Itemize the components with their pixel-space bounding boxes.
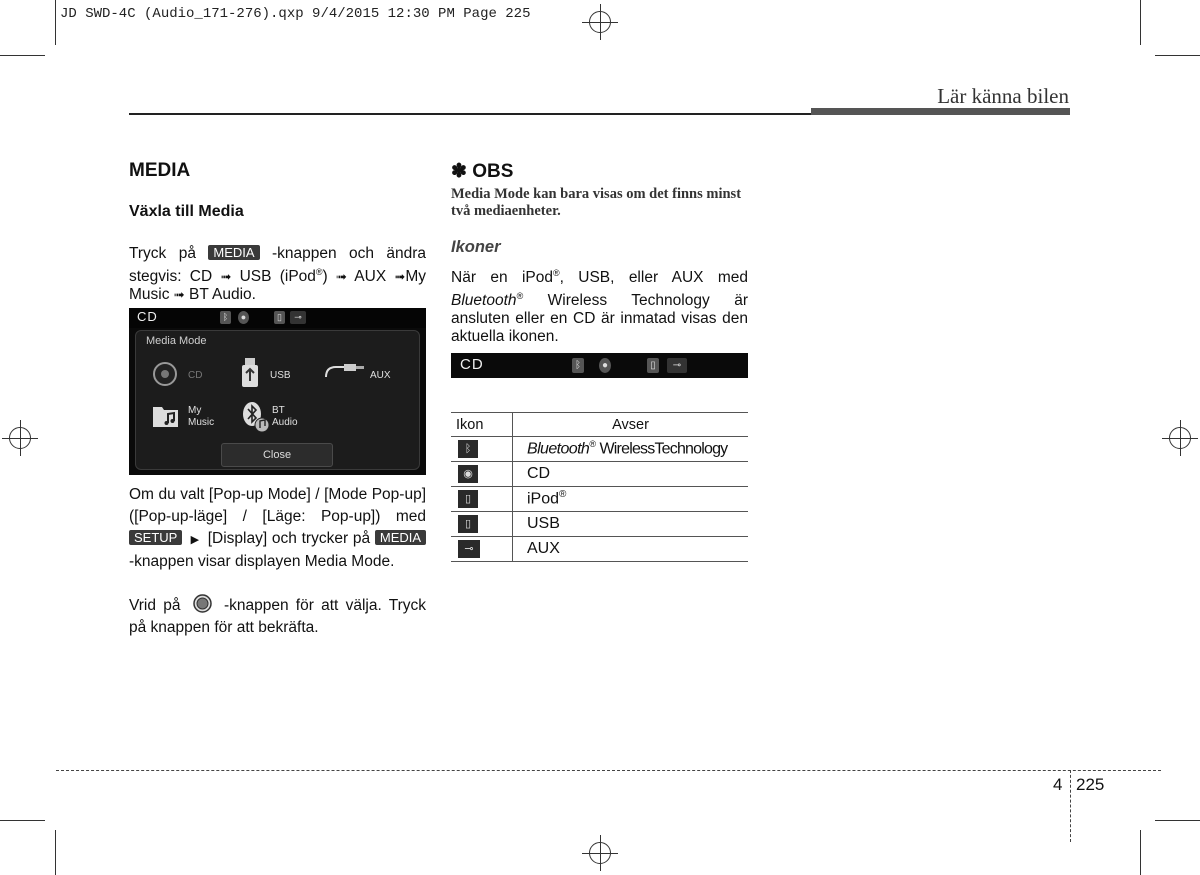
cd-icon: ● (238, 311, 249, 324)
folder-music-icon (152, 403, 180, 429)
media-option-aux: AUX (370, 370, 391, 381)
arrow-icon: ➟ (220, 269, 232, 285)
crop-mark (1140, 830, 1141, 875)
arrow-icon: ➟ (173, 287, 185, 303)
cd-icon: ● (599, 358, 611, 373)
media-mode-panel (135, 330, 420, 470)
status-strip-image (451, 353, 748, 378)
table-row: ▯ iPod® (451, 487, 748, 512)
media-button-icon: MEDIA (375, 530, 426, 545)
table-row: ⊸ AUX (451, 537, 748, 562)
play-arrow-icon: ▶ (187, 534, 203, 546)
header-bar (811, 108, 1070, 115)
page-number: 225 (1076, 775, 1105, 794)
aux-cable-icon (324, 363, 366, 381)
ipod-icon: ▯ (647, 358, 659, 373)
paragraph-turn-knob: Vrid på -knappen för att välja. Tryck på knappen för att bekräfta. (129, 594, 426, 639)
aux-icon: ⊸ (667, 358, 687, 373)
crop-mark (55, 830, 56, 875)
paragraph-icons: När en iPod®, USB, eller AUX med Bluetooth® Wireless Technology är ansluten eller en CD är inmatad visas den aktuella ikonen. (451, 268, 748, 346)
column-header: Avser (513, 413, 749, 437)
media-option-bt-audio: BT Audio (272, 405, 298, 428)
arrow-icon: ➟ (394, 269, 406, 285)
table-header-row (451, 413, 748, 437)
obs-title: ✽ OBS (451, 161, 514, 182)
registration-mark-icon (582, 835, 618, 871)
cd-icon: ◉ (458, 465, 478, 483)
crop-mark (0, 820, 45, 821)
obs-note: Media Mode kan bara visas om det finns minst två mediaenheter. (451, 186, 742, 219)
table-row: ▯ USB (451, 512, 748, 537)
bluetooth-icon: ᛒ (458, 440, 478, 458)
setup-button-icon: SETUP (129, 530, 182, 545)
media-option-cd: CD (188, 370, 203, 381)
registration-mark-icon (582, 4, 618, 40)
bluetooth-icon: ᛒ (572, 358, 584, 373)
screen-status-bar (129, 308, 426, 328)
crop-mark (1155, 55, 1200, 56)
print-slug: JD SWD-4C (Audio_171-276).qxp 9/4/2015 12:30 PM Page 225 (60, 6, 531, 22)
crop-mark (55, 0, 56, 45)
icons-table (451, 412, 748, 562)
bluetooth-icon: ᛒ (220, 311, 231, 324)
bt-audio-icon (240, 401, 270, 433)
table-row: ◉ CD (451, 462, 748, 487)
knob-icon (193, 594, 212, 613)
crop-mark (0, 55, 45, 56)
icons-subtitle: Ikoner (451, 238, 501, 256)
footer-dashed-line (56, 770, 1161, 771)
subsection-title: Växla till Media (129, 203, 244, 220)
cd-disc-icon (152, 361, 178, 387)
paragraph-popup-mode: Om du valt [Pop-up Mode] / [Mode Pop-up] ([Pop-up-läge] / [Läge: Pop-up]) med SETUP ▶ [Display] och trycker på MEDIA-knappen visar displayen Media Mode. (129, 486, 426, 570)
usb-stick-icon (240, 357, 260, 389)
column-header: Ikon (451, 413, 513, 437)
strip-mode-label: CD (460, 356, 484, 373)
media-option-usb: USB (270, 370, 291, 381)
section-header-title: Lär känna bilen (937, 84, 1069, 108)
aux-icon: ⊸ (458, 540, 480, 558)
media-button-icon: MEDIA (208, 245, 259, 260)
aux-icon: ⊸ (290, 311, 306, 324)
paragraph-switch-media: Tryck på MEDIA -knappen och ändra stegvis: CD ➟ USB (iPod®) ➟ AUX ➟My Music ➟ BT Audio. (129, 245, 426, 304)
registration-mark-icon (2, 420, 38, 456)
media-option-my-music: My Music (188, 405, 215, 428)
close-button[interactable]: Close (221, 443, 333, 467)
section-title: MEDIA (129, 160, 191, 181)
chapter-number: 4 (1053, 775, 1063, 794)
media-mode-screen-image (129, 308, 426, 475)
table-row: ᛒ Bluetooth® WirelessTechnology (451, 437, 748, 462)
footer-dashed-divider (1070, 770, 1071, 842)
ipod-icon: ▯ (274, 311, 285, 324)
usb-icon: ▯ (458, 515, 478, 533)
registration-mark-icon (1162, 420, 1198, 456)
ipod-icon: ▯ (458, 490, 478, 508)
arrow-icon: ➟ (335, 269, 347, 285)
crop-mark (1155, 820, 1200, 821)
header-rule (129, 113, 811, 115)
panel-title: Media Mode (146, 335, 207, 347)
crop-mark (1140, 0, 1141, 45)
screen-mode-label: CD (137, 309, 158, 324)
